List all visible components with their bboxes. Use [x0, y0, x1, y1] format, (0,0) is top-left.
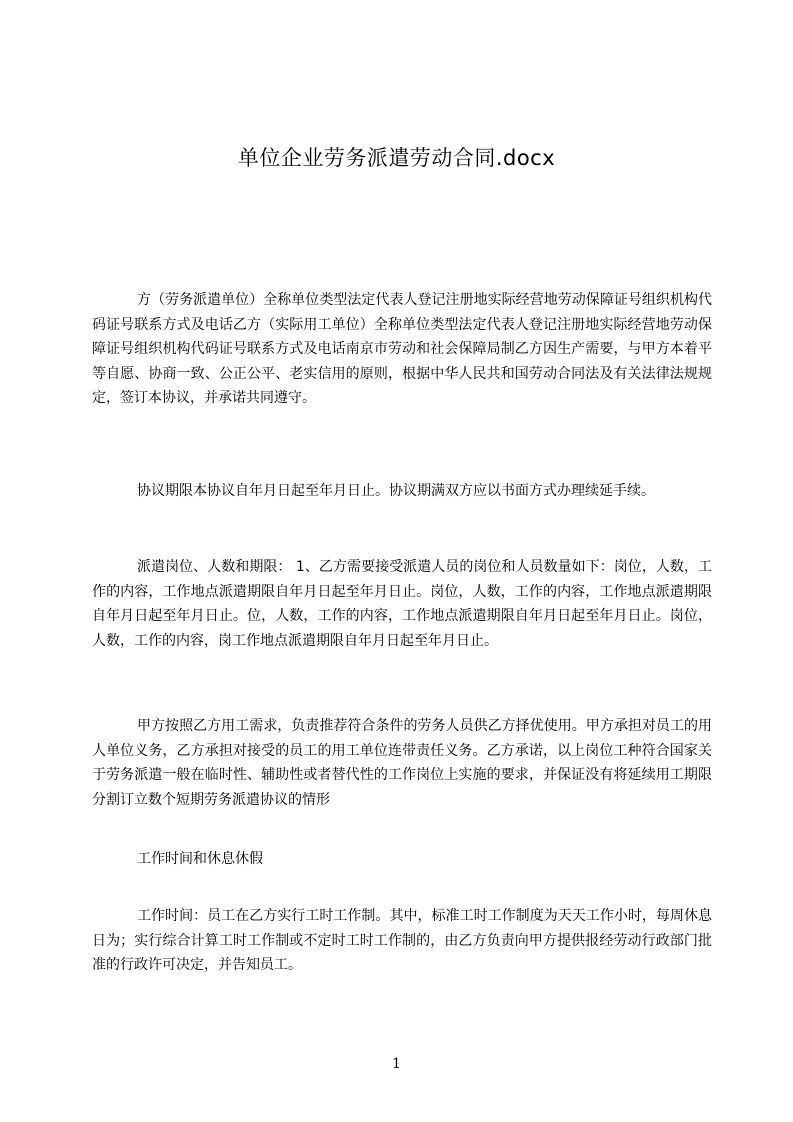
section-heading-working-hours: 工作时间和休息休假	[137, 851, 263, 867]
paragraph-obligations: 甲方按照乙方用工需求，负责推荐符合条件的劳务人员供乙方择优使用。甲方承担对员工的用人单位义务，乙方承担对接受的员工的用工单位连带责任义务。乙方承诺，以上岗位工种符合国家关于劳务派遣一般在临时性、辅助性或者替代性的工作岗位上实施的要求，并保证没有将延续用工期限分割订立数个短期劳务派遣协议的情形	[92, 718, 712, 808]
paragraph-working-hours: 工作时间：员工在乙方实行工时工作制。其中，标准工时工作制度为天天工作小时，每周休息日为；实行综合计算工时工作制或不定时工时工作制的，由乙方负责向甲方提供报经劳动行政部门批准的行政许可决定，并告知员工。	[92, 908, 712, 973]
paragraph-parties: 方（劳务派遣单位）全称单位类型法定代表人登记注册地实际经营地劳动保障证号组织机构代码证号联系方式及电话乙方（实际用工单位）全称单位类型法定代表人登记注册地实际经营地劳动保障证号组织机构代码证号联系方式及电话南京市劳动和社会保障局制乙方因生产需要，与甲方本着平等自愿、协商一致、公正公平、老实信用的原则，根据中华人民共和国劳动合同法及有关法律法规规定，签订本协议，并承诺共同遵守。	[92, 292, 712, 406]
page-number: 1	[392, 1056, 401, 1072]
paragraph-positions: 派遣岗位、人数和期限： 1、乙方需要接受派遣人员的岗位和人员数量如下：岗位，人数，工作的内容，工作地点派遣期限自年月日起至年月日止。岗位，人数，工作的内容，工作地点派遣期限自年月日起至年月日止。位，人数，工作的内容，工作地点派遣期限自年月日起至年月日止。岗位，人数，工作的内容，岗工作地点派遣期限自年月日起至年月日止。	[92, 559, 712, 649]
paragraph-term: 协议期限本协议自年月日起至年月日止。协议期满双方应以书面方式办理续延手续。	[137, 483, 655, 499]
document-title: 单位企业劳务派遣劳动合同.docx	[237, 146, 556, 170]
